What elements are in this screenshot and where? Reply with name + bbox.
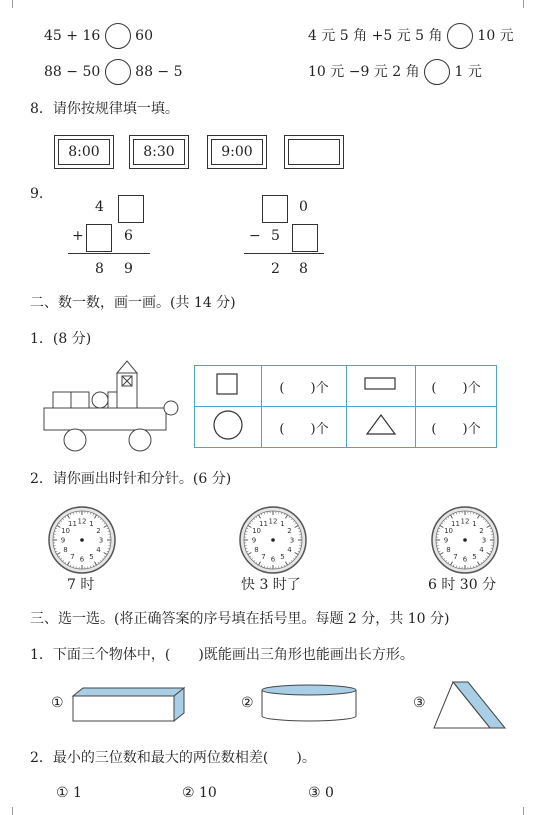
expression: 10 元 −9 元 2 角 xyxy=(308,64,420,80)
expression: 60 xyxy=(135,28,153,44)
svg-text:9: 9 xyxy=(60,536,66,545)
train-lamp-circle xyxy=(164,401,178,415)
compare-row-2-right xyxy=(308,59,482,85)
svg-text:8: 8 xyxy=(63,546,68,554)
digit: 8 xyxy=(95,261,104,277)
option-marker[interactable]: ② xyxy=(241,695,254,711)
triangle-shape-icon xyxy=(364,412,398,438)
svg-text:8: 8 xyxy=(254,546,259,554)
svg-text:11: 11 xyxy=(259,520,268,529)
clock-face-icon[interactable] xyxy=(47,505,117,575)
option-marker[interactable]: ③ xyxy=(413,695,426,711)
digit: 2 xyxy=(271,261,280,277)
compare-circle[interactable] xyxy=(424,59,450,85)
svg-text:7: 7 xyxy=(261,552,266,561)
svg-text:3: 3 xyxy=(98,536,104,545)
train-circle xyxy=(92,392,108,408)
q9-label: 9. xyxy=(30,186,44,202)
svg-text:7: 7 xyxy=(70,552,75,561)
plus-sign: + xyxy=(72,228,84,244)
time-value: 9:00 xyxy=(211,139,263,165)
train-wheel-circle xyxy=(129,429,151,451)
svg-text:12: 12 xyxy=(77,517,87,526)
svg-text:4: 4 xyxy=(479,546,484,554)
q2-option[interactable]: ③ 0 xyxy=(308,785,334,801)
svg-text:3: 3 xyxy=(481,536,487,545)
svg-text:8: 8 xyxy=(446,546,451,554)
digit-blank-box[interactable] xyxy=(262,195,288,223)
time-value xyxy=(288,139,340,165)
circle-shape-icon xyxy=(211,408,245,442)
digit: 8 xyxy=(299,261,308,277)
time-value: 8:30 xyxy=(133,139,185,165)
svg-text:2: 2 xyxy=(479,527,484,535)
svg-text:2: 2 xyxy=(287,527,292,535)
svg-text:6: 6 xyxy=(270,555,276,564)
square-cell xyxy=(195,366,262,407)
svg-text:5: 5 xyxy=(472,552,477,561)
train-roof-triangle xyxy=(117,361,137,373)
svg-text:10: 10 xyxy=(444,527,454,535)
section-3-q2: 2．最小的三位数和最大的两位数相差( )。 xyxy=(30,750,316,766)
svg-text:5: 5 xyxy=(89,552,94,561)
section-3-title: 三、选一选。(将正确答案的序号填在括号里。每题 2 分，共 10 分) xyxy=(30,611,450,627)
clock-face-icon[interactable] xyxy=(238,505,308,575)
shape-count-table xyxy=(194,365,497,448)
compare-circle[interactable] xyxy=(447,23,473,49)
triangle-count-blank[interactable]: ( )个 xyxy=(416,407,497,448)
crop-mark xyxy=(12,0,13,8)
svg-text:9: 9 xyxy=(443,536,449,545)
svg-text:10: 10 xyxy=(61,527,71,535)
svg-text:1: 1 xyxy=(472,520,477,529)
crop-mark xyxy=(12,807,13,815)
q8-title: 8．请你按规律填一填。 xyxy=(30,101,179,117)
digit: 5 xyxy=(271,228,280,244)
expression: 88 − 50 xyxy=(44,64,101,80)
section-3-q1: 1．下面三个物体中，( )既能画出三角形也能画出长方形。 xyxy=(30,647,414,663)
digit-blank-box[interactable] xyxy=(118,195,144,223)
minus-sign: − xyxy=(249,228,261,244)
square-count-blank[interactable]: ( )个 xyxy=(262,366,347,407)
svg-text:1: 1 xyxy=(89,520,94,529)
clock-label: 6 时 30 分 xyxy=(428,577,497,593)
cylinder-figure xyxy=(259,682,359,724)
train-body-rectangle xyxy=(44,408,166,430)
svg-text:2: 2 xyxy=(96,527,101,535)
rectangular-prism-figure xyxy=(70,685,190,723)
crop-mark xyxy=(523,0,524,8)
crop-mark xyxy=(523,807,524,815)
svg-text:4: 4 xyxy=(96,546,101,554)
section-2-q1-title: 1．(8 分) xyxy=(30,331,92,347)
option-marker[interactable]: ① xyxy=(51,695,64,711)
rectangle-cell xyxy=(347,366,416,407)
digit: 4 xyxy=(95,199,104,215)
digit-blank-box[interactable] xyxy=(292,224,318,252)
compare-row-1-left xyxy=(44,23,153,49)
expression: 10 元 xyxy=(477,28,514,44)
circle-cell xyxy=(195,407,262,448)
section-2-q2-title: 2．请你画出时针和分针。(6 分) xyxy=(30,471,232,487)
rectangle-shape-icon xyxy=(363,375,399,393)
svg-text:12: 12 xyxy=(268,517,278,526)
section-2-title: 二、数一数，画一画。(共 14 分) xyxy=(30,295,236,311)
circle-count-blank[interactable]: ( )个 xyxy=(262,407,347,448)
svg-text:12: 12 xyxy=(460,517,470,526)
compare-row-2-left xyxy=(44,59,183,85)
svg-text:4: 4 xyxy=(287,546,292,554)
expression: 4 元 5 角 +5 元 5 角 xyxy=(308,28,443,44)
svg-text:10: 10 xyxy=(252,527,262,535)
svg-text:11: 11 xyxy=(68,520,77,529)
svg-text:7: 7 xyxy=(453,552,458,561)
train-square xyxy=(71,392,89,408)
compare-circle[interactable] xyxy=(105,23,131,49)
digit: 0 xyxy=(299,199,308,215)
rectangle-count-blank[interactable]: ( )个 xyxy=(416,366,497,407)
compare-circle[interactable] xyxy=(105,59,131,85)
q2-option[interactable]: ① 1 xyxy=(56,785,82,801)
compare-row-1-right xyxy=(308,23,514,49)
svg-text:1: 1 xyxy=(280,520,285,529)
svg-text:9: 9 xyxy=(251,536,257,545)
svg-text:6: 6 xyxy=(462,555,468,564)
time-box xyxy=(207,135,267,169)
expression: 45 + 16 xyxy=(44,28,101,44)
time-value: 8:00 xyxy=(58,139,110,165)
triangle-cell xyxy=(347,407,416,448)
difference-line xyxy=(244,253,324,254)
clock-label: 快 3 时了 xyxy=(241,577,301,593)
expression: 88 − 5 xyxy=(135,64,183,80)
time-box xyxy=(54,135,114,169)
triangular-prism-figure xyxy=(431,679,511,731)
time-box xyxy=(129,135,189,169)
square-shape-icon xyxy=(215,372,241,396)
train-figure xyxy=(40,356,185,454)
svg-text:6: 6 xyxy=(79,555,85,564)
digit-blank-box[interactable] xyxy=(86,224,112,252)
expression: 1 元 xyxy=(454,64,482,80)
clock-label: 7 时 xyxy=(67,577,95,593)
digit: 9 xyxy=(124,261,133,277)
time-answer-box[interactable] xyxy=(284,135,344,169)
svg-text:11: 11 xyxy=(451,520,460,529)
digit: 6 xyxy=(124,228,133,244)
svg-text:3: 3 xyxy=(289,536,295,545)
q2-option[interactable]: ② 10 xyxy=(182,785,217,801)
svg-text:5: 5 xyxy=(280,552,285,561)
train-wheel-circle xyxy=(64,429,86,451)
clock-face-icon[interactable] xyxy=(430,505,500,575)
train-square xyxy=(53,392,71,408)
sum-line xyxy=(68,253,150,254)
